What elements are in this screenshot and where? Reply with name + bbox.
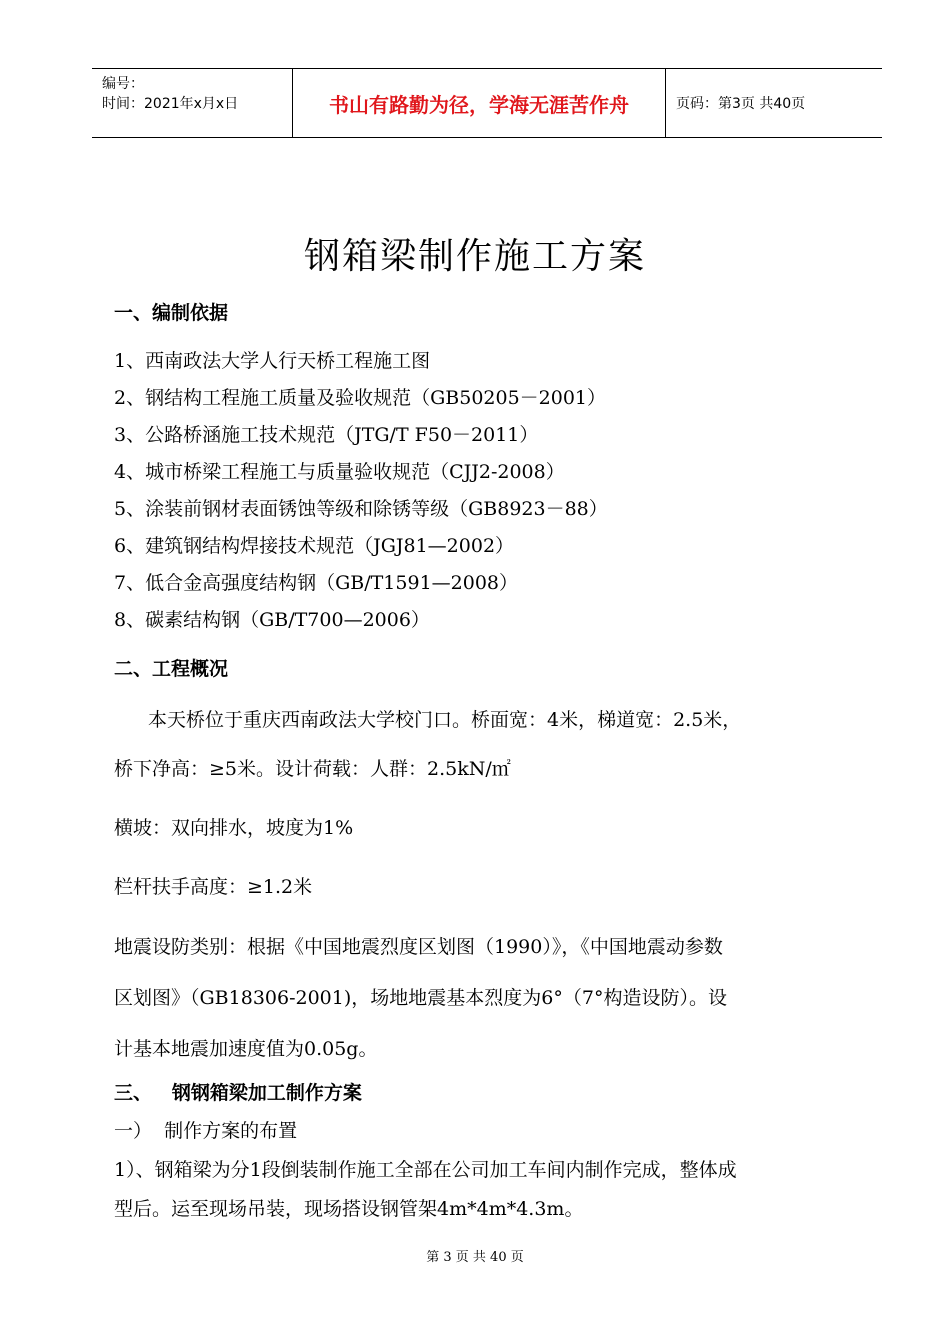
motto: 书山有路勤为径，学海无涯苦作舟	[293, 69, 666, 137]
paragraph-line: 横坡：双向排水，坡度为1%	[114, 817, 354, 839]
paragraph-line: 地震设防类别：根据《中国地震烈度区划图（1990）》，《中国地震动参数	[114, 936, 723, 958]
time-label: 时间：2021年x月x日	[102, 96, 239, 112]
header-info-cell	[92, 69, 293, 137]
list-item: 8、碳素结构钢（GB/T700—2006）	[114, 609, 430, 631]
list-item: 1、西南政法大学人行天桥工程施工图	[114, 350, 431, 372]
list-item: 6、建筑钢结构焊接技术规范（JGJ81—2002）	[114, 535, 515, 557]
list-item: 3、公路桥涵施工技术规范（JTG/T F50－2011）	[114, 424, 539, 446]
list-item: 4、城市桥梁工程施工与质量验收规范（CJJ2-2008）	[114, 461, 565, 483]
section-heading: 三、 钢钢箱梁加工制作方案	[114, 1082, 362, 1104]
paragraph-line: 型后。运至现场吊装，现场搭设钢管架4m*4m*4.3m。	[114, 1198, 584, 1220]
page-number-label: 页码：第3页 共40页	[676, 96, 806, 112]
section-heading: 一、编制依据	[114, 302, 229, 324]
paragraph-line: 区划图》（GB18306-2001)，场地地震基本烈度为6°（7°构造设防）。设	[114, 987, 727, 1009]
code-label: 编号：	[102, 76, 144, 92]
document-title: 钢箱梁制作施工方案	[303, 236, 646, 277]
page-footer: 第 3 页 共 40 页	[426, 1250, 524, 1265]
list-item: 2、钢结构工程施工质量及验收规范（GB50205－2001）	[114, 387, 607, 409]
sub-heading: 一） 制作方案的布置	[114, 1120, 298, 1142]
paragraph-line: 本天桥位于重庆西南政法大学校门口。桥面宽：4米，梯道宽：2.5米，	[148, 709, 742, 731]
list-item: 5、涂装前钢材表面锈蚀等级和除锈等级（GB8923－88）	[114, 498, 608, 520]
paragraph-line: 计基本地震加速度值为0.05g。	[114, 1038, 378, 1060]
paragraph-line: 栏杆扶手高度：≥1.2米	[114, 876, 313, 898]
paragraph-line: 桥下净高：≥5米。设计荷载：人群：2.5kN/㎡	[114, 758, 511, 780]
list-item: 7、低合金高强度结构钢（GB/T1591—2008）	[114, 572, 519, 594]
paragraph-line: 1）、钢箱梁为分1段倒装制作施工全部在公司加工车间内制作完成，整体成	[114, 1159, 737, 1181]
section-heading: 二、工程概况	[114, 658, 229, 680]
page-header	[92, 68, 882, 138]
